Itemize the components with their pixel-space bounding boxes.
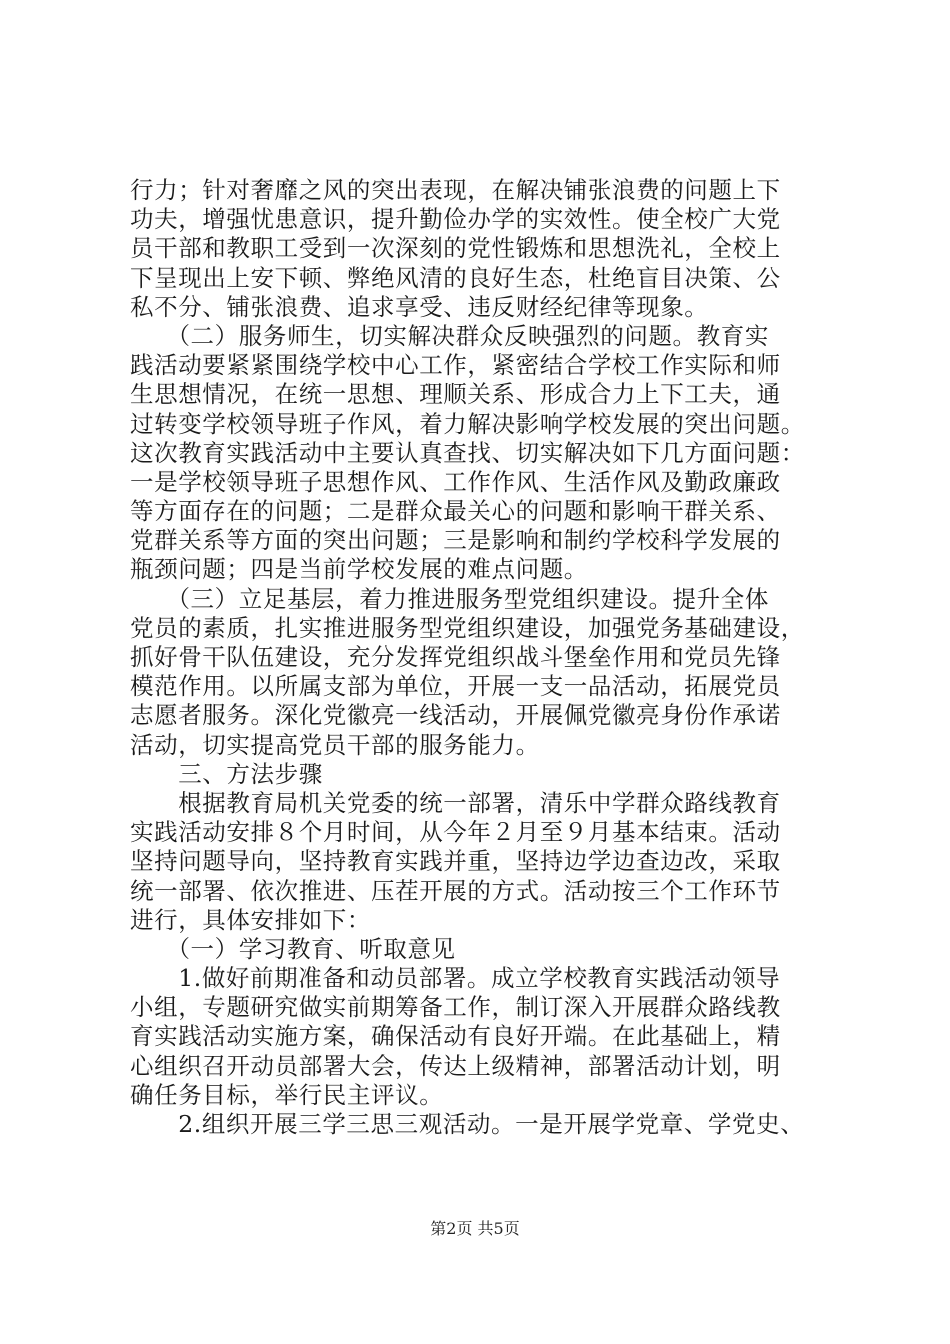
text-line: 小组，专题研究做实前期筹备工作，制订深入开展群众路线教 xyxy=(130,993,781,1022)
text-line: 根据教育局机关党委的统一部署，清乐中学群众路线教育 xyxy=(130,788,781,817)
text-line: 心组织召开动员部署大会，传达上级精神，部署活动计划，明 xyxy=(130,1051,781,1080)
text-line: （三）立足基层，着力推进服务型党组织建设。提升全体 xyxy=(130,584,769,613)
text-line: 员干部和教职工受到一次深刻的党性锻炼和思想洗礼，全校上 xyxy=(130,234,781,263)
text-line: 确任务目标，举行民主评议。 xyxy=(130,1080,444,1109)
text-line: 下呈现出上安下顿、弊绝风清的良好生态，杜绝盲目决策、公 xyxy=(130,263,781,292)
body-text xyxy=(130,176,850,1139)
text-line: 私不分、铺张浪费、追求享受、违反财经纪律等现象。 xyxy=(130,292,709,321)
text-line: 功夫，增强忧患意识，提升勤俭办学的实效性。使全校广大党 xyxy=(130,205,781,234)
text-line: （二）服务师生，切实解决群众反映强烈的问题。教育实 xyxy=(130,321,769,350)
text-line: 三、方法步骤 xyxy=(130,759,323,788)
text-line: 等方面存在的问题；二是群众最关心的问题和影响干群关系、 xyxy=(130,497,781,526)
text-line: 活动，切实提高党员干部的服务能力。 xyxy=(130,730,540,759)
text-line: 进行，具体安排如下： xyxy=(130,905,371,934)
text-line: 这次教育实践活动中主要认真查找、切实解决如下几方面问题： xyxy=(130,438,805,467)
text-line: 抓好骨干队伍建设，充分发挥党组织战斗堡垒作用和党员先锋 xyxy=(130,643,781,671)
text-line: 志愿者服务。深化党徽亮一线活动，开展佩党徽亮身份作承诺 xyxy=(130,701,781,730)
text-line: 模范作用。以所属支部为单位，开展一支一品活动，拓展党员 xyxy=(130,672,781,701)
text-line: 统一部署、依次推进、压茬开展的方式。活动按三个工作环节 xyxy=(130,876,781,905)
text-line: 党群关系等方面的突出问题；三是影响和制约学校科学发展的 xyxy=(130,526,781,555)
text-line: （一）学习教育、听取意见 xyxy=(130,934,456,963)
text-line: 1.做好前期准备和动员部署。成立学校教育实践活动领导 xyxy=(130,964,781,993)
text-line: 一是学校领导班子思想作风、工作作风、生活作风及勤政廉政 xyxy=(130,467,781,496)
text-line: 育实践活动实施方案，确保活动有良好开端。在此基础上，精 xyxy=(130,1022,781,1051)
text-line: 2.组织开展三学三思三观活动。一是开展学党章、学党史、 xyxy=(130,1110,805,1138)
text-line: 瓶颈问题；四是当前学校发展的难点问题。 xyxy=(130,555,588,584)
text-line: 过转变学校领导班子作风，着力解决影响学校发展的突出问题。 xyxy=(130,409,805,438)
text-line: 党员的素质，扎实推进服务型党组织建设，加强党务基础建设， xyxy=(130,613,805,642)
page-footer: 第2页 共5页 xyxy=(430,1219,520,1238)
text-line: 实践活动安排８个月时间，从今年２月至９月基本结束。活动 xyxy=(130,818,781,847)
text-line: 践活动要紧紧围绕学校中心工作，紧密结合学校工作实际和师 xyxy=(130,351,781,380)
text-line: 生思想情况，在统一思想、理顺关系、形成合力上下工夫，通 xyxy=(130,380,781,409)
text-line: 行力；针对奢靡之风的突出表现，在解决铺张浪费的问题上下 xyxy=(130,176,781,204)
text-line: 坚持问题导向，坚持教育实践并重，坚持边学边查边改，采取 xyxy=(130,847,781,876)
